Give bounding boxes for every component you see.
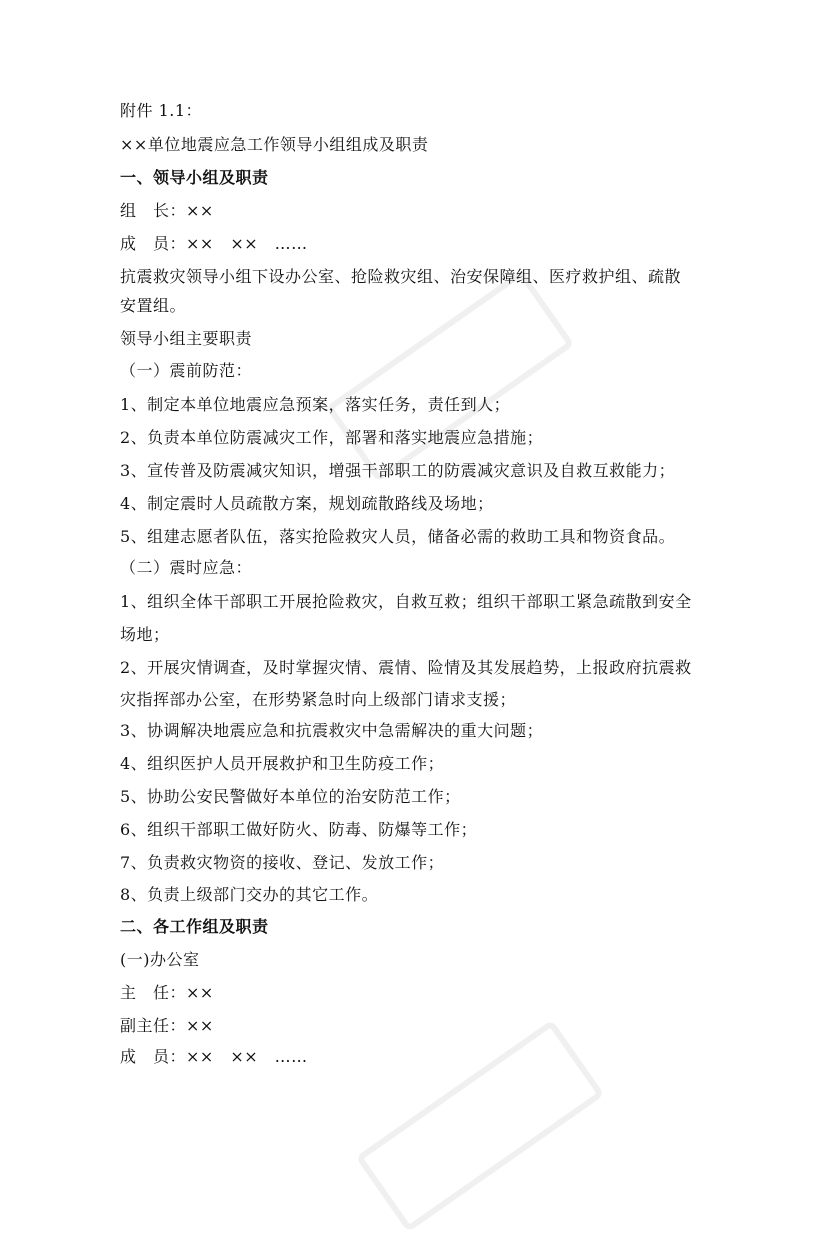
group-leader-line: 组 长：×× xyxy=(120,201,214,220)
paragraph-line: 安置组。 xyxy=(120,296,187,315)
list-item-continuation: 灾指挥部办公室，在形势紧急时向上级部门请求支援； xyxy=(120,690,517,709)
list-item: 5、协助公安民警做好本单位的治安防范工作； xyxy=(120,787,461,806)
watermark xyxy=(325,269,574,482)
subsection-heading: （二）震时应急： xyxy=(120,558,253,577)
subheading: 领导小组主要职责 xyxy=(120,329,253,348)
watermark xyxy=(355,1019,604,1232)
list-item: 7、负责救灾物资的接收、登记、发放工作； xyxy=(120,853,445,872)
list-item: 1、制定本单位地震应急预案，落实任务，责任到人； xyxy=(120,395,511,414)
list-item-continuation: 场地； xyxy=(120,625,170,644)
subsection-heading: (一)办公室 xyxy=(120,950,200,969)
list-item: 2、开展灾情调查，及时掌握灾情、震情、险情及其发展趋势，上报政府抗震救 xyxy=(120,658,692,677)
list-item: 5、组建志愿者队伍，落实抢险救灾人员，储备必需的救助工具和物资食品。 xyxy=(120,527,676,546)
document-title: ××单位地震应急工作领导小组组成及职责 xyxy=(120,135,429,154)
list-item: 1、组织全体干部职工开展抢险救灾，自救互救；组织干部职工紧急疏散到安全 xyxy=(120,592,692,611)
section-heading-2: 二、各工作组及职责 xyxy=(120,917,269,936)
list-item: 4、制定震时人员疏散方案，规划疏散路线及场地； xyxy=(120,494,494,513)
subsection-heading: （一）震前防范： xyxy=(120,361,253,380)
deputy-director-line: 副主任：×× xyxy=(120,1016,214,1035)
director-line: 主 任：×× xyxy=(120,983,214,1002)
list-item: 4、组织医护人员开展救护和卫生防疫工作； xyxy=(120,754,445,773)
members-line: 成 员：×× ×× …… xyxy=(120,234,308,253)
section-heading-1: 一、领导小组及职责 xyxy=(120,168,269,187)
paragraph-line: 抗震救灾领导小组下设办公室、抢险救灾组、治安保障组、医疗救护组、疏散 xyxy=(120,267,682,286)
members-line: 成 员：×× ×× …… xyxy=(120,1047,308,1066)
list-item: 6、组织干部职工做好防火、防毒、防爆等工作； xyxy=(120,820,478,839)
attachment-label: 附件 1.1： xyxy=(120,101,203,120)
list-item: 3、宣传普及防震减灾知识，增强干部职工的防震减灾意识及自救互救能力； xyxy=(120,461,676,480)
list-item: 3、协调解决地震应急和抗震救灾中急需解决的重大问题； xyxy=(120,721,544,740)
list-item: 2、负责本单位防震减灾工作，部署和落实地震应急措施； xyxy=(120,428,544,447)
list-item: 8、负责上级部门交办的其它工作。 xyxy=(120,885,379,904)
